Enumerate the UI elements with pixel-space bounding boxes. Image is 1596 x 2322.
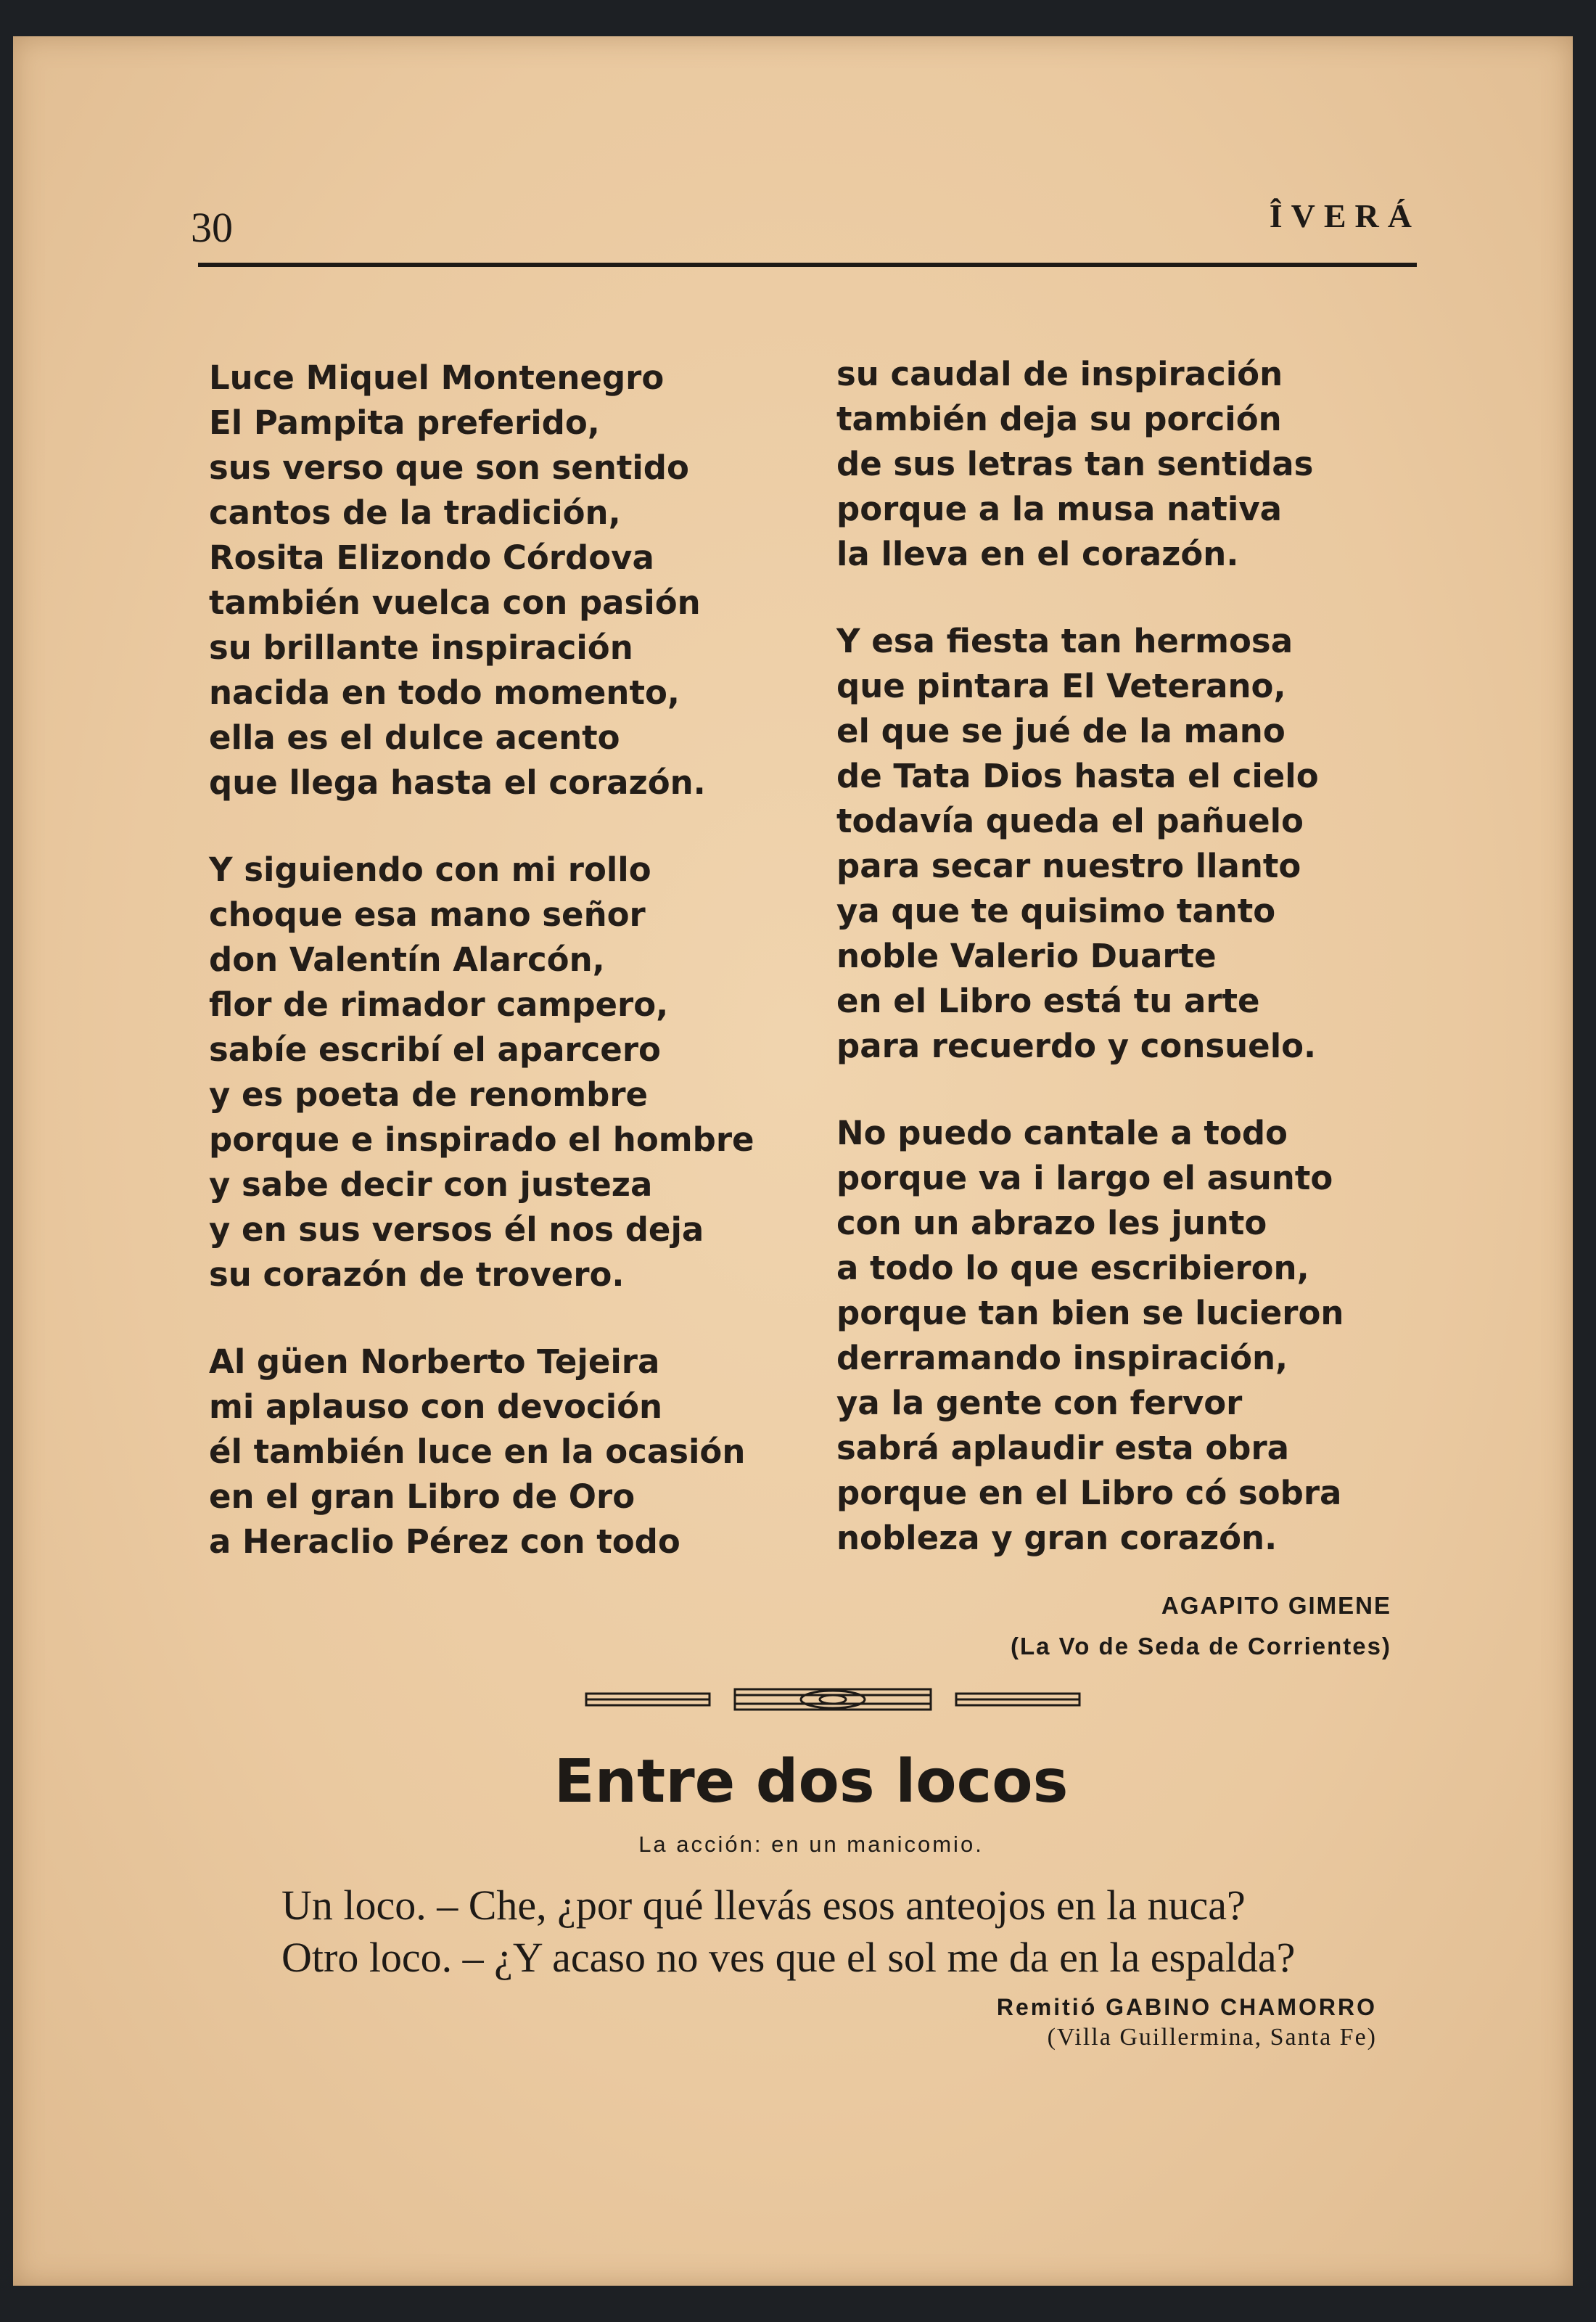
joke-title: Entre dos locos [554, 1747, 1069, 1816]
verse-line: Y esa fiesta tan hermosa [836, 622, 1293, 660]
verse-line: sabrá aplaudir esta obra [836, 1429, 1290, 1467]
verse-line: mi aplauso con devoción [209, 1387, 663, 1426]
verse-line: Al güen Norberto Tejeira [209, 1342, 660, 1381]
verse-line: a Heraclio Pérez con todo [209, 1522, 680, 1561]
verse-line: ya que te quisimo tanto [836, 892, 1276, 930]
stanza [836, 619, 1431, 1069]
verse-line: con un abrazo les junto [836, 1204, 1267, 1242]
poem-left-column [209, 356, 804, 1607]
joke-credit [997, 1992, 1377, 2053]
verse-line: en el Libro está tu arte [836, 982, 1260, 1020]
verse-line: también vuelca con pasión [209, 583, 701, 622]
verse-line: porque tan bien se lucieron [836, 1294, 1344, 1332]
joke-scene-note: La acción: en un manicomio. [638, 1831, 984, 1857]
stanza [209, 1340, 804, 1564]
verse-line: para secar nuestro llanto [836, 847, 1301, 885]
verse-line: y en sus versos él nos deja [209, 1210, 704, 1249]
verse-line: su brillante inspiración [209, 628, 633, 667]
verse-line: choque esa mano señor [209, 895, 646, 934]
stanza [209, 848, 804, 1297]
verse-line: flor de rimador campero, [209, 985, 669, 1024]
verse-line: a todo lo que escribieron, [836, 1249, 1309, 1287]
verse-line: El Pampita preferido, [209, 403, 600, 442]
verse-line: porque a la musa nativa [836, 490, 1283, 528]
verse-line: la lleva en el corazón. [836, 535, 1239, 573]
verse-line: de sus letras tan sentidas [836, 445, 1314, 483]
verse-line: sabíe escribí el aparcero [209, 1030, 661, 1069]
signature-alias: (La Vo de Seda de Corrientes) [1011, 1633, 1391, 1660]
verse-line: Rosita Elizondo Córdova [209, 538, 654, 577]
verse-line: en el gran Libro de Oro [209, 1477, 635, 1516]
verse-line: nacida en todo momento, [209, 673, 680, 712]
credit-sender: Remitió GABINO CHAMORRO [996, 1994, 1377, 2020]
page-number: 30 [191, 204, 233, 251]
stanza [836, 1111, 1431, 1561]
verse-line: y sabe decir con justeza [209, 1165, 653, 1204]
verse-line: todavía queda el pañuelo [836, 802, 1304, 840]
dialogue-line: Un loco. – Che, ¿por qué llevás esos anteojos en la nuca? [281, 1882, 1246, 1929]
verse-line: su caudal de inspiración [836, 355, 1283, 393]
verse-line: el que se jué de la mano [836, 712, 1286, 750]
verse-line: de Tata Dios hasta el cielo [836, 757, 1319, 795]
verse-line: porque e inspirado el hombre [209, 1120, 754, 1159]
signature-author: AGAPITO GIMENE [1161, 1592, 1391, 1619]
verse-line: también deja su porción [836, 400, 1282, 438]
poem-right-column [836, 352, 1431, 1603]
running-head: ÎVERÁ [1269, 197, 1420, 234]
verse-line: cantos de la tradición, [209, 493, 621, 532]
verse-line: Luce Miquel Montenegro [209, 358, 665, 397]
verse-line: sus verso que son sentido [209, 448, 689, 487]
verse-line: ya la gente con fervor [836, 1384, 1243, 1422]
verse-line: porque va i largo el asunto [836, 1159, 1333, 1197]
verse-line: ella es el dulce acento [209, 718, 620, 757]
verse-line: él también luce en la ocasión [209, 1432, 746, 1471]
verse-line: don Valentín Alarcón, [209, 940, 605, 979]
verse-line: porque en el Libro có sobra [836, 1474, 1342, 1512]
book-page [13, 36, 1573, 2286]
ornamental-divider [579, 1678, 1087, 1721]
credit-place: (Villa Guillermina, Santa Fe) [1047, 2024, 1377, 2051]
verse-line: que pintara El Veterano, [836, 667, 1286, 705]
stanza [209, 356, 804, 805]
header-rule [198, 263, 1417, 267]
verse-line: para recuerdo y consuelo. [836, 1027, 1317, 1065]
verse-line: que llega hasta el corazón. [209, 763, 706, 802]
stanza [836, 352, 1431, 577]
verse-line: No puedo cantale a todo [836, 1114, 1288, 1152]
verse-line: nobleza y gran corazón. [836, 1519, 1278, 1557]
verse-line: noble Valerio Duarte [836, 937, 1217, 975]
verse-line: su corazón de trovero. [209, 1255, 625, 1294]
poem-signature [1011, 1585, 1391, 1667]
verse-line: derramando inspiración, [836, 1339, 1288, 1377]
verse-line: Y siguiendo con mi rollo [209, 850, 651, 889]
joke-dialogue [281, 1879, 1295, 1984]
verse-line: y es poeta de renombre [209, 1075, 649, 1114]
dialogue-line: Otro loco. – ¿Y acaso no ves que el sol me da en la espalda? [281, 1934, 1296, 1981]
